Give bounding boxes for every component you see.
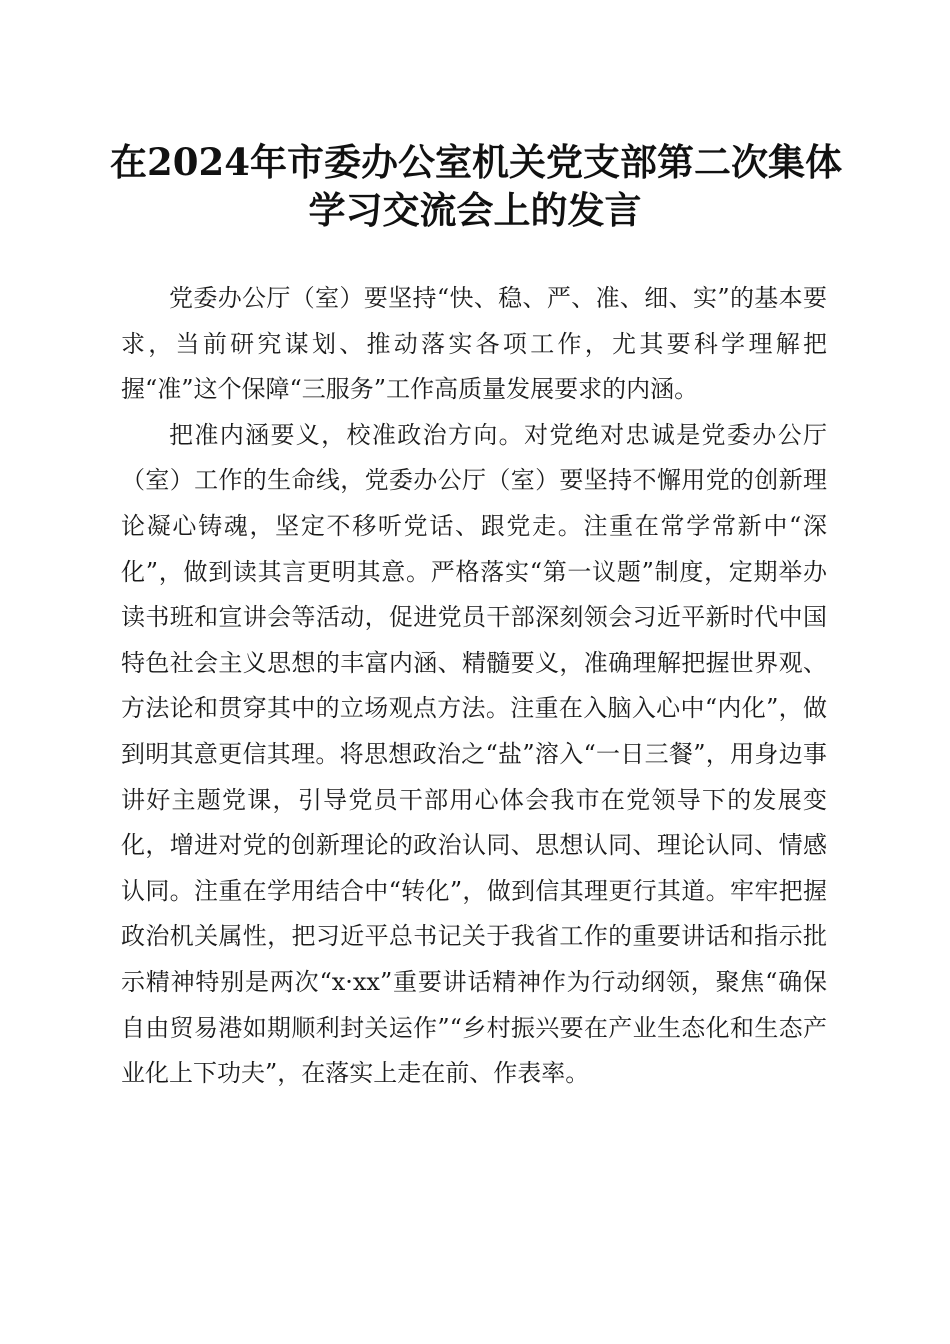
title-line-2: 学习交流会上的发言 (308, 188, 642, 232)
paragraph-1: 党委办公厅（室）要坚持“快、稳、严、准、细、实”的基本要求，当前研究谋划、推动落实各项工作，尤其要科学理解把握“准”这个保障“三服务”工作高质量发展要求的内涵。 (121, 284, 827, 404)
paragraph-2: 把准内涵要义，校准政治方向。对党绝对忠诚是党委办公厅（室）工作的生命线，党委办公厅（室）要坚持不懈用党的创新理论凝心铸魂，坚定不移听党话、跟党走。注重在常学常新中“深化”，做到读其言更明其意。严格落实“第一议题”制度，定期举办读书班和宣讲会等活动，促进党员干部深刻领会习近平新时代中国特色社会主义思想的丰富内涵、精髓要义，准确理解把握世界观、方法论和贯穿其中的立场观点方法。注重在入脑入心中“内化”，做到明其意更信其理。将思想政治之“盐”溶入“一日三餐”，用身边事讲好主题党课，引导党员干部用心体会我市在党领导下的发展变化，增进对党的创新理论的政治认同、思想认同、理论认同、情感认同。注重在学用结合中“转化”，做到信其理更行其道。牢牢把握政治机关属性，把习近平总书记关于我省工作的重要讲话和指示批示精神特别是两次“x·xx”重要讲话精神作为行动纲领，聚焦“确保自由贸易港如期顺利封关运作”“乡村振兴要在产业生态化和生态产业化上下功夫”，在落实上走在前、作表率。 (121, 420, 827, 1088)
document-body (121, 276, 827, 1097)
title-line-1: 在2024年市委办公室机关党支部第二次集体 (110, 140, 842, 184)
document-title (110, 138, 840, 234)
